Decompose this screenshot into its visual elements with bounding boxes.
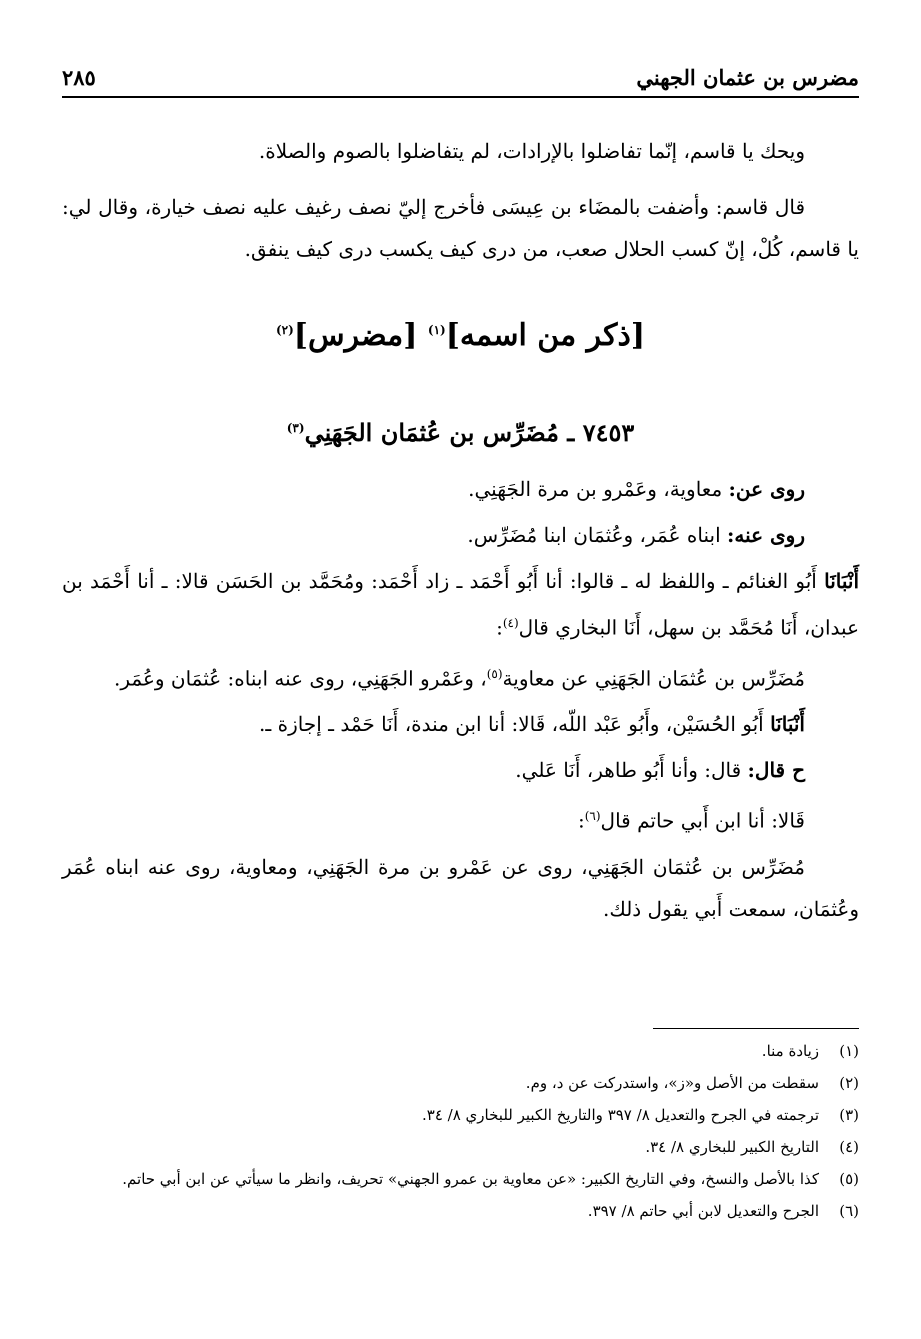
footnote-item [62, 1198, 859, 1224]
footnote-separator [653, 1028, 859, 1029]
footnote-text: زيادة منا. [761, 1042, 819, 1060]
qala-text: قَالا: أنا ابن أَبي حاتم قال [600, 808, 805, 833]
footnote-ref-4: (٤) [502, 616, 519, 630]
rawa-anhu-label: روى عنه: [726, 523, 805, 547]
running-title: مضرس بن عثمان الجهني [636, 64, 859, 90]
footnote-item [62, 1166, 859, 1192]
footnote-number: (٣) [839, 1106, 859, 1124]
footnote-ref-5: (٥) [486, 666, 503, 681]
isnad-1 [62, 560, 859, 649]
rawa-an-label: روى عن: [728, 477, 805, 501]
ha-text: قال: وأنا أَبُو طاهر، أَنَا عَلي. [515, 758, 742, 783]
footnote-item [62, 1038, 859, 1064]
isnad-2-text: أَبُو الحُسَيْن، وأَبُو عَبْد اللّه، قَالا: أنا ابن مندة، أَنَا حَمْد ـ إجازة ـ. [259, 712, 764, 737]
isnad-1-label: أَنْبَانَا [824, 569, 860, 593]
qala-line [62, 795, 859, 842]
page-header [62, 58, 859, 98]
footnote-number: (٦) [839, 1202, 859, 1220]
footnote-ref-2: (٢) [275, 323, 294, 337]
isnad-1-colon: : [496, 615, 503, 640]
footnote-item [62, 1102, 859, 1128]
footnote-text: الجرح والتعديل لابن أبي حاتم ٨/ ٣٩٧. [587, 1202, 819, 1220]
footnote-ref-6: (٦) [584, 809, 601, 824]
page-number: ٢٨٥ [62, 64, 96, 90]
intro-paragraph-2: قال قاسم: وأضفت بالمضَاء بن عِيسَى فأخرج إليّ نصف رغيف عليه نصف خيارة، وقال لي: يا قاسم، كُلْ، إنّ كسب الحلال صعب، من درى كيف يكسب درى كيف ينفق. [62, 195, 859, 261]
rawa-anhu-text: ابناه عُمَر، وعُثمَان ابنا مُضَرِّس. [467, 523, 721, 547]
footnote-number: (٢) [839, 1074, 859, 1092]
footnote-text: كذا بالأصل والنسخ، وفي التاريخ الكبير: «عن معاوية بن عمرو الجهني» تحريف، وانظر ما سيأتي عن ابن أبي حاتم. [122, 1170, 819, 1188]
footnote-number: (٤) [839, 1138, 859, 1156]
text-1 [62, 653, 859, 700]
footnote-number: (٥) [839, 1170, 859, 1188]
text-1-b: ، وعَمْرو الجَهَنِي، روى عنه ابناه: عُثمَان وعُمَر. [113, 666, 487, 691]
footnotes [62, 1038, 859, 1230]
rawa-anhu-line [62, 514, 859, 556]
isnad-2 [62, 703, 859, 745]
entry-title [62, 418, 859, 447]
final-text: مُضَرِّس بن عُثمَان الجَهَنِي، روى عن عَمْرو بن مرة الجَهَنِي، ومعاوية، روى عنه ابناه عُمَر وعُثمَان، سمعت أَبي يقول ذلك. [62, 854, 859, 921]
isnad-1-text: أَبُو الغنائم ـ واللفظ له ـ قالوا: أنا أَبُو أَحْمَد ـ زاد أَحْمَد: ومُحَمَّد بن الحَسَن قالا: ـ أنا أَحْمَد بن عبدان، أَنَا مُحَمَّد بن سهل، أَنَا البخاري قال [62, 569, 859, 640]
intro-text [62, 130, 859, 284]
rawa-an-text: معاوية، وعَمْرو بن مرة الجَهَنِي. [468, 477, 723, 501]
text-1-a: مُضَرِّس بن عُثمَان الجَهَنِي عن معاوية [502, 666, 805, 691]
entry-title-text: ٧٤٥٣ ـ مُضَرِّس بن عُثمَان الجَهَنِي [304, 418, 635, 447]
isnad-2-label: أَنْبَانَا [770, 712, 805, 737]
ha-label: ح قال: [747, 758, 805, 783]
entry-body [62, 468, 859, 934]
footnote-ref-1: (١) [427, 323, 446, 337]
footnote-ref-3: (٣) [286, 421, 305, 435]
footnote-number: (١) [839, 1042, 859, 1060]
qala-colon: : [577, 808, 585, 833]
footnote-item [62, 1134, 859, 1160]
footnote-item [62, 1070, 859, 1096]
section-heading-part2: [مضرس] [293, 318, 418, 353]
ha-line [62, 749, 859, 791]
rawa-an-line [62, 468, 859, 510]
section-heading [62, 318, 859, 353]
footnote-text: سقطت من الأصل و«ز»، واستدركت عن د، وم. [525, 1074, 819, 1092]
intro-paragraph-1: ويحك يا قاسم، إنّما تفاضلوا بالإرادات، لم يتفاضلوا بالصوم والصلاة. [258, 139, 805, 163]
section-heading-part1: [ذكر من اسمه] [445, 318, 646, 353]
footnote-text: ترجمته في الجرح والتعديل ٨/ ٣٩٧ والتاريخ الكبير للبخاري ٨/ ٣٤. [421, 1106, 819, 1124]
footnote-text: التاريخ الكبير للبخاري ٨/ ٣٤. [645, 1138, 819, 1156]
